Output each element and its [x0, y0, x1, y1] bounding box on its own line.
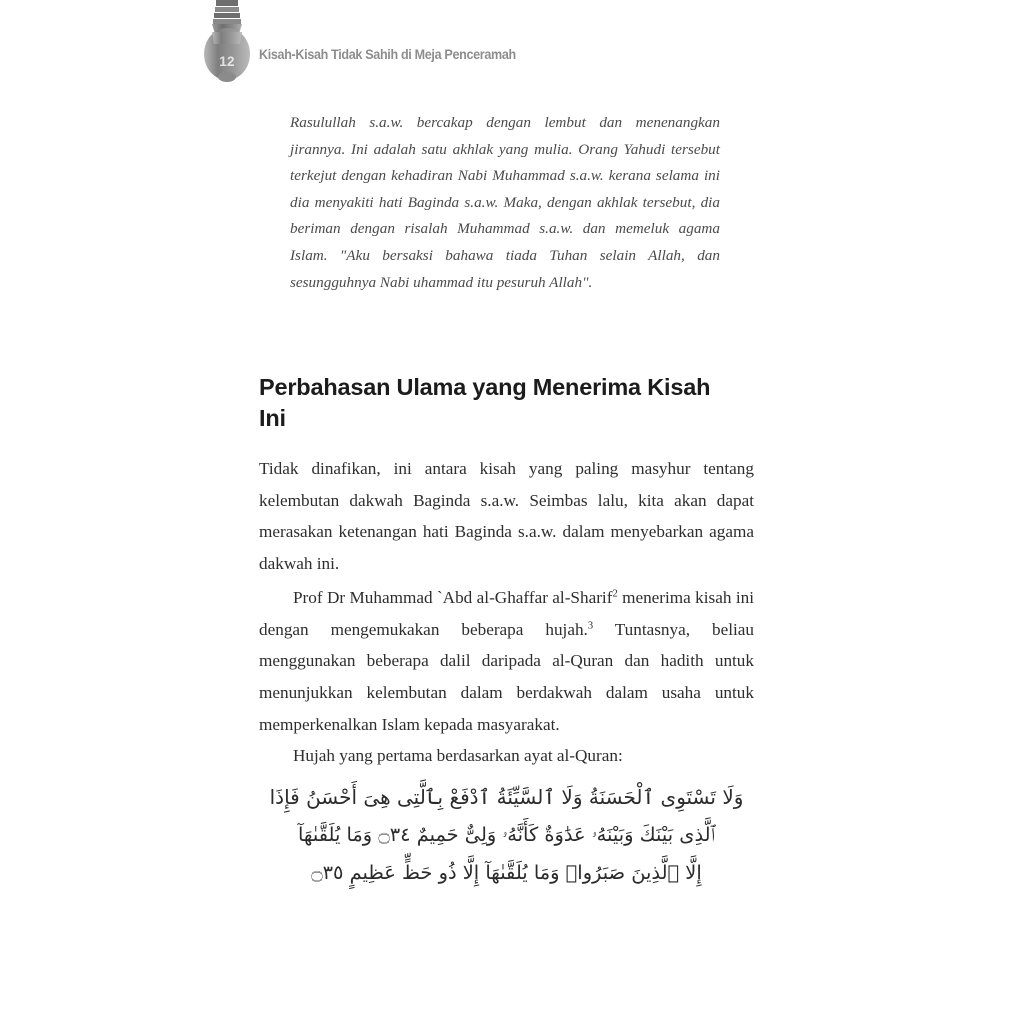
body-paragraph-2: [259, 582, 754, 740]
body-paragraph-3: Hujah yang pertama berdasarkan ayat al-Quran:: [293, 746, 623, 766]
running-header-title: Kisah-Kisah Tidak Sahih di Meja Penceramah: [259, 47, 516, 62]
quran-verse-line-3: إِلَّا ٱلَّذِينَ صَبَرُوا۟ وَمَا يُلَقَّىٰهَآ إِلَّا ذُو حَظٍّ عَظِيمٍ ۝٣٥: [311, 861, 702, 884]
section-heading: Perbahasan Ulama yang Menerima Kisah Ini: [259, 373, 711, 431]
paragraph-2-segment-3: Tuntasnya, beliau menggunakan beberapa dalil daripada al-Quran dan hadith untuk menunjukkan kelembutan dalam berdakwah dalam usaha untuk memperkenalkan Islam kepada masyarakat.: [259, 619, 754, 734]
footnote-marker-3[interactable]: 3: [587, 620, 594, 632]
paragraph-2-segment-2: menerima kisah ini dengan mengemukakan beberapa hujah.: [259, 588, 754, 639]
quran-verse-block: [259, 778, 754, 892]
quoted-passage: Rasulullah s.a.w. bercakap dengan lembut dan menenangkan jirannya. Ini adalah satu akhlak yang mulia. Orang Yahudi tersebut terkejut dengan kehadiran Nabi Muhammad s.a.w. kerana selama ini dia menyakiti hati Baginda s.a.w. Maka, dengan akhlak tersebut, dia beriman dengan risalah Muhammad s.a.w. dan memeluk agama Islam. "Aku bersaksi bahawa tiada Tuhan selain Allah, dan sesungguhnya Nabi uhammad itu pesuruh Allah".: [290, 114, 720, 291]
paragraph-2-segment-1: Prof Dr Muhammad `Abd al-Ghaffar al-Sharif: [293, 588, 613, 608]
body-paragraph-1: Tidak dinafikan, ini antara kisah yang paling masyhur tentang kelembutan dakwah Baginda s.a.w. Seimbas lalu, kita akan dapat merasakan ketenangan hati Baginda s.a.w. dalam menyebarkan agama dakwah ini.: [259, 459, 754, 573]
footnote-marker-2[interactable]: 2: [612, 588, 618, 600]
page-number: 12: [219, 54, 235, 69]
light-bulb-icon: [198, 0, 256, 92]
quran-verse-line-1: وَلَا تَسْتَوِى ٱلْحَسَنَةُ وَلَا ٱلسَّيِّئَةُ ٱدْفَعْ بِٱلَّتِى هِىَ أَحْسَنُ فَإِذَا: [269, 785, 744, 809]
quran-verse-line-2: ٱلَّذِى بَيْنَكَ وَبَيْنَهُۥ عَدَٰوَةٌ كَأَنَّهُۥ وَلِىٌّ حَمِيمٌ ۝٣٤ وَمَا يُلَقَّىٰهَآ: [298, 823, 715, 846]
page-header: [0, 0, 1024, 100]
